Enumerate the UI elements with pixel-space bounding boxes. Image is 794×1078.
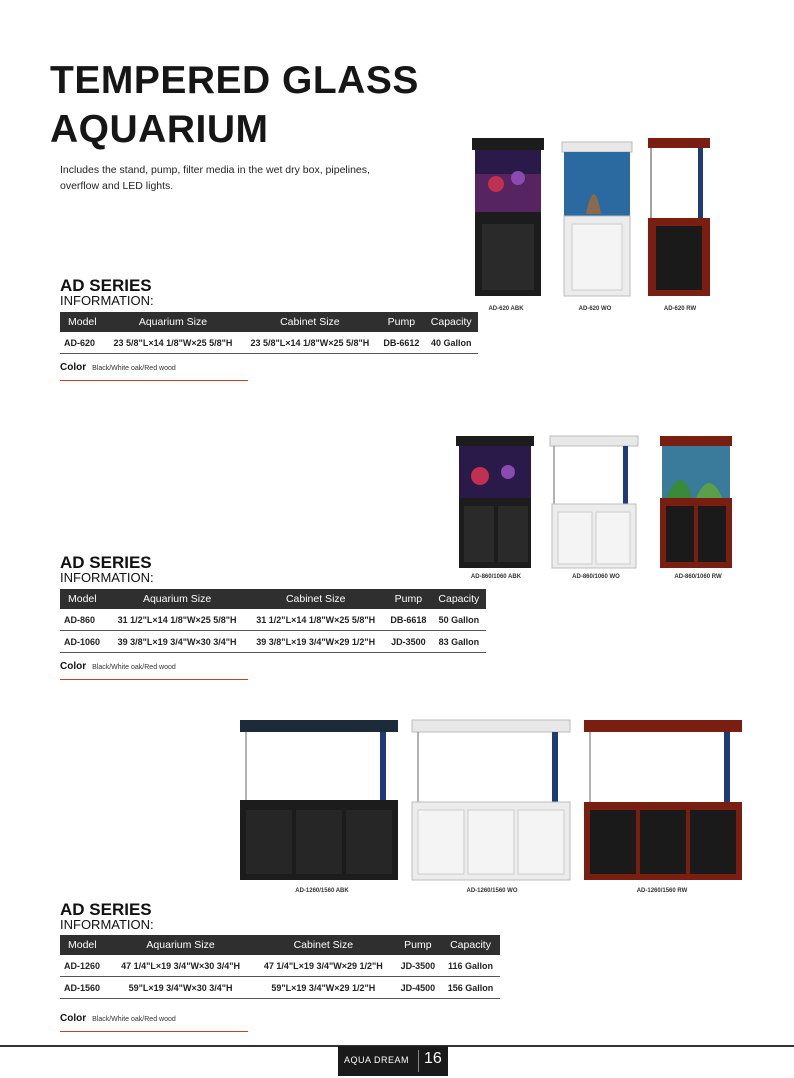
series-subtitle: INFORMATION: (60, 293, 154, 308)
cell-model: AD-1060 (60, 631, 108, 653)
page-subtitle: Includes the stand, pump, filter media in the wet dry box, pipelines, overflow and LED lights. (60, 164, 370, 192)
cell-aquarium-size: 31 1/2"L×14 1/8"W×25 5/8"H (108, 609, 247, 631)
color-value: Black/White oak/Red wood (92, 365, 176, 372)
product-images-row-1 (466, 134, 716, 304)
cell-aquarium-size: 47 1/4"L×19 3/4"W×30 3/4"H (109, 955, 252, 977)
color-row (60, 362, 248, 381)
cell-pump: JD-3500 (395, 955, 441, 977)
brand-logo: AQUA DREAM (344, 1055, 410, 1065)
aquarium-image-black (240, 720, 398, 880)
color-label: Color (60, 1013, 87, 1024)
spec-table (60, 589, 486, 653)
aquarium-image-white-oak (412, 720, 570, 880)
cell-capacity: 156 Gallon (441, 977, 500, 999)
col-header-cabinet-size: Cabinet Size (241, 312, 378, 332)
table-row (60, 955, 500, 977)
aquarium-image-red-wood (648, 138, 710, 296)
col-header-aquarium-size: Aquarium Size (109, 935, 252, 955)
aquarium-image-red-wood (660, 436, 732, 568)
cell-capacity: 40 Gallon (424, 332, 478, 354)
col-header-pump: Pump (378, 312, 424, 332)
product-caption: AD-1260/1560 RW (636, 888, 688, 894)
spec-table (60, 935, 500, 999)
col-header-capacity: Capacity (441, 935, 500, 955)
table-row (60, 977, 500, 999)
series-title: AD SERIES (60, 900, 152, 919)
col-header-capacity: Capacity (424, 312, 478, 332)
cell-aquarium-size: 23 5/8"L×14 1/8"W×25 5/8"H (105, 332, 242, 354)
product-caption: AD-860/1060 WO (572, 574, 620, 580)
cell-capacity: 50 Gallon (432, 609, 486, 631)
spec-table (60, 312, 478, 354)
product-caption: AD-860/1060 ABK (470, 574, 522, 580)
cell-pump: DB-6618 (385, 609, 432, 631)
table-row (60, 332, 478, 354)
page-number: 16 (424, 1050, 442, 1067)
aquarium-image-black (472, 138, 544, 296)
cell-model: AD-860 (60, 609, 108, 631)
col-header-model: Model (60, 589, 108, 609)
col-header-model: Model (60, 935, 109, 955)
cell-cabinet-size: 31 1/2"L×14 1/8"W×25 5/8"H (246, 609, 385, 631)
product-caption: AD-620 ABK (488, 306, 524, 312)
series-title: AD SERIES (60, 553, 152, 572)
cell-pump: JD-3500 (385, 631, 432, 653)
aquarium-image-white-oak (562, 142, 632, 296)
color-label: Color (60, 362, 87, 373)
color-value: Black/White oak/Red wood (92, 664, 176, 671)
cell-aquarium-size: 59"L×19 3/4"W×30 3/4"H (109, 977, 252, 999)
cell-cabinet-size: 59"L×19 3/4"W×29 1/2"H (252, 977, 395, 999)
cell-capacity: 83 Gallon (432, 631, 486, 653)
col-header-capacity: Capacity (432, 589, 486, 609)
color-row (60, 1013, 248, 1032)
col-header-aquarium-size: Aquarium Size (105, 312, 242, 332)
cell-model: AD-1260 (60, 955, 109, 977)
aquarium-image-white-oak (550, 436, 638, 568)
product-caption: AD-620 RW (663, 306, 697, 312)
col-header-pump: Pump (385, 589, 432, 609)
series-title: AD SERIES (60, 276, 152, 295)
product-images-row-3 (238, 718, 744, 884)
series-subtitle: INFORMATION: (60, 570, 154, 585)
col-header-aquarium-size: Aquarium Size (108, 589, 247, 609)
table-row (60, 609, 486, 631)
cell-cabinet-size: 47 1/4"L×19 3/4"W×29 1/2"H (252, 955, 395, 977)
color-label: Color (60, 661, 87, 672)
product-images-row-2 (452, 432, 742, 572)
color-row (60, 661, 248, 680)
col-header-pump: Pump (395, 935, 441, 955)
aquarium-image-red-wood (584, 720, 742, 880)
product-caption: AD-620 WO (578, 306, 612, 312)
product-caption: AD-1260/1560 WO (466, 888, 518, 894)
col-header-model: Model (60, 312, 105, 332)
aquarium-image-black (456, 436, 534, 568)
footer-divider (418, 1050, 419, 1072)
table-row (60, 631, 486, 653)
cell-model: AD-1560 (60, 977, 109, 999)
product-caption: AD-860/1060 RW (674, 574, 722, 580)
col-header-cabinet-size: Cabinet Size (252, 935, 395, 955)
product-caption: AD-1260/1560 ABK (295, 888, 349, 894)
cell-model: AD-620 (60, 332, 105, 354)
cell-cabinet-size: 23 5/8"L×14 1/8"W×25 5/8"H (241, 332, 378, 354)
cell-cabinet-size: 39 3/8"L×19 3/4"W×29 1/2"H (246, 631, 385, 653)
page-title: TEMPERED GLASS AQUARIUM (50, 59, 419, 151)
col-header-cabinet-size: Cabinet Size (246, 589, 385, 609)
cell-pump: JD-4500 (395, 977, 441, 999)
cell-pump: DB-6612 (378, 332, 424, 354)
cell-aquarium-size: 39 3/8"L×19 3/4"W×30 3/4"H (108, 631, 247, 653)
cell-capacity: 116 Gallon (441, 955, 500, 977)
color-value: Black/White oak/Red wood (92, 1016, 176, 1023)
series-subtitle: INFORMATION: (60, 917, 154, 932)
